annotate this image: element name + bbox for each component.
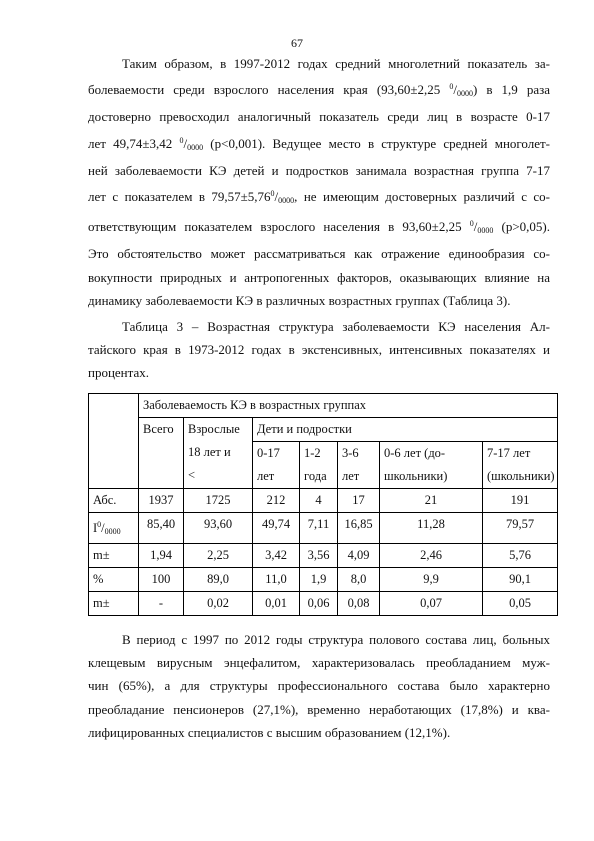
text-line: лет с показателем в $79,57\pm 5,76^0/0000$, не имеющим достоверных различий с со- bbox=[88, 189, 550, 206]
text-line: Это обстоятельство может рассматриваться как отражение единообразия со- bbox=[88, 246, 550, 262]
page-number: 67 bbox=[291, 36, 303, 50]
text-line: ответствующим показателем взрослого населения в 93,60±2,25 $^0$/0000 (p>0,05). bbox=[88, 219, 551, 236]
row-label: % bbox=[89, 568, 139, 592]
text-line: лет 49,74±3,42 $^0$/0000 (p<0,001). Ведущее место в структуре средней многолет- bbox=[88, 135, 550, 152]
text-line: чин (65%), а для структуры профессионального состава было характерно bbox=[88, 678, 550, 694]
incidence-table bbox=[88, 393, 558, 616]
table-cell: 3,42 bbox=[253, 544, 300, 568]
text-line: болеваемости среди взрослого населения края (93,60±2,25 $^0$/0000) в 1,9 раза bbox=[88, 82, 550, 99]
table-cell: 212 bbox=[253, 489, 300, 513]
table-cell: 8,0 bbox=[338, 568, 380, 592]
text-line: клещевым вирусным энцефалитом, характеризовалась преобладанием муж- bbox=[88, 655, 550, 671]
table-cell: 1,94 bbox=[139, 544, 184, 568]
row-label: m± bbox=[89, 544, 139, 568]
table-cell: 11,28 bbox=[380, 513, 483, 544]
age-group-header: 3-6 лет bbox=[338, 442, 380, 489]
children-header-cell: Дети и подростки bbox=[253, 418, 558, 442]
adults-header-cell: Взрослые 18 лет и < bbox=[184, 418, 253, 489]
table-cell: 0,01 bbox=[253, 592, 300, 616]
text-line: вокупности природных и антропогенных факторов, оказывающих влияние на bbox=[88, 269, 550, 285]
table-cell: 3,56 bbox=[300, 544, 338, 568]
table-cell: - bbox=[139, 592, 184, 616]
table-cell: 16,85 bbox=[338, 513, 380, 544]
table-cell: 17 bbox=[338, 489, 380, 513]
text-line: тайского края в 1973-2012 годах в экстенсивных, интенсивных показателях и bbox=[88, 342, 550, 358]
row-label: m± bbox=[89, 592, 139, 616]
table-header-row bbox=[89, 394, 558, 418]
table-cell: 0,02 bbox=[184, 592, 253, 616]
text-line: В период с 1997 по 2012 годы структура полового состава лиц, больных bbox=[122, 632, 550, 647]
table-cell: 85,40 bbox=[139, 513, 184, 544]
table-row bbox=[89, 592, 558, 616]
table-cell: 89,0 bbox=[184, 568, 253, 592]
text-line: Таблица 3 – Возрастная структура заболеваемости КЭ населения Ал- bbox=[122, 319, 550, 334]
corner-cell bbox=[89, 394, 139, 489]
row-label: Абс. bbox=[89, 489, 139, 513]
table-cell: 7,11 bbox=[300, 513, 338, 544]
table-cell: 0,08 bbox=[338, 592, 380, 616]
table-cell: 4,09 bbox=[338, 544, 380, 568]
text-line: достоверно превосходил аналогичный показатель среди лиц в возрасте 0-17 bbox=[88, 109, 550, 125]
table-cell: 4 bbox=[300, 489, 338, 513]
row-label: $I^0/0000$ bbox=[89, 513, 139, 544]
table-cell: 49,74 bbox=[253, 513, 300, 544]
age-group-header: 1-2 года bbox=[300, 442, 338, 489]
age-group-header: 7-17 лет (школьники) bbox=[483, 442, 558, 489]
table-cell: 2,46 bbox=[380, 544, 483, 568]
table-cell: 90,1 bbox=[483, 568, 558, 592]
table-cell: 1725 bbox=[184, 489, 253, 513]
table-cell: 9,9 bbox=[380, 568, 483, 592]
table-row bbox=[89, 513, 558, 544]
table-cell: 0,07 bbox=[380, 592, 483, 616]
table-cell: 100 bbox=[139, 568, 184, 592]
text-line: ней заболеваемости КЭ детей и подростков занимала возрастная группа 7-17 bbox=[88, 162, 550, 178]
table-caption bbox=[88, 315, 550, 385]
table-cell: 2,25 bbox=[184, 544, 253, 568]
age-group-header: 0-6 лет (до- школьники) bbox=[380, 442, 483, 489]
text-line: Таким образом, в 1997-2012 годах средний многолетний показатель за- bbox=[122, 56, 550, 71]
text-line: преобладание пенсионеров (27,1%), временно неработающих (17,8%) и ква- bbox=[88, 701, 550, 717]
table-row bbox=[89, 489, 558, 513]
table-row bbox=[89, 544, 558, 568]
table-cell: 0,06 bbox=[300, 592, 338, 616]
table-header-row bbox=[89, 418, 558, 442]
table-cell: 93,60 bbox=[184, 513, 253, 544]
text-line: динамику заболеваемости КЭ в различных возрастных группах (Таблица 3). bbox=[88, 292, 511, 308]
intro-paragraph bbox=[88, 52, 550, 312]
age-group-header: 0-17 лет bbox=[253, 442, 300, 489]
table-row bbox=[89, 568, 558, 592]
table-cell: 11,0 bbox=[253, 568, 300, 592]
table-cell: 21 bbox=[380, 489, 483, 513]
total-header-cell: Всего bbox=[139, 418, 184, 489]
table-cell: 0,05 bbox=[483, 592, 558, 616]
table-cell: 1,9 bbox=[300, 568, 338, 592]
table-cell: 79,57 bbox=[483, 513, 558, 544]
text-line: лифицированных специалистов с высшим образованием (12,1%). bbox=[88, 724, 451, 740]
table-cell: 5,76 bbox=[483, 544, 558, 568]
text-line: процентах. bbox=[88, 365, 150, 381]
table-cell: 1937 bbox=[139, 489, 184, 513]
table-cell: 191 bbox=[483, 489, 558, 513]
closing-paragraph bbox=[88, 628, 550, 744]
group-header-cell: Заболеваемость КЭ в возрастных группах bbox=[139, 394, 558, 418]
